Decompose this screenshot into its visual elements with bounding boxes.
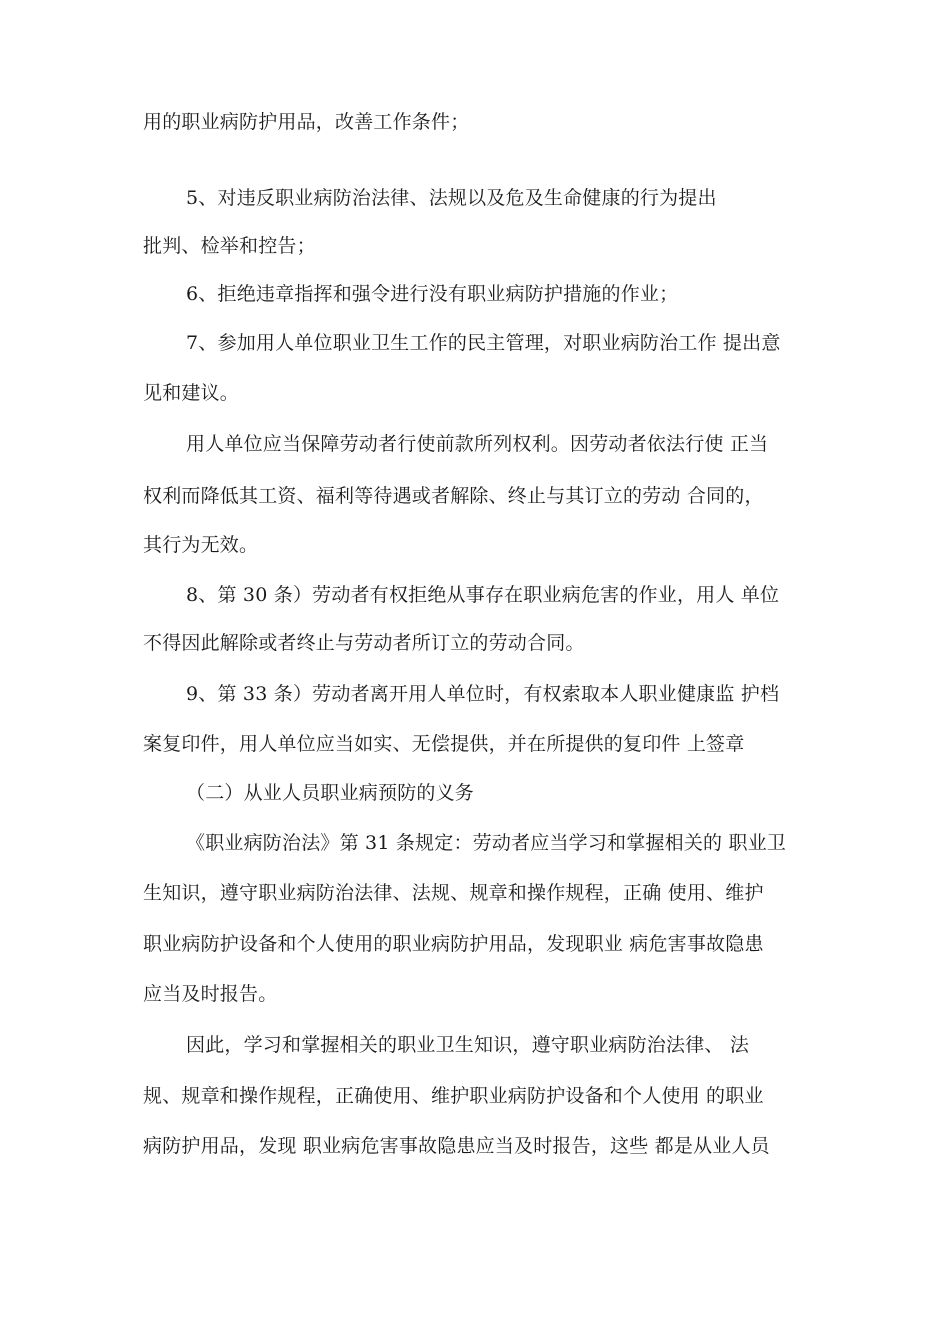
text-line: 案复印件，用人单位应当如实、无偿提供，并在所提供的复印件 上签章 (143, 733, 745, 755)
text-line: 应当及时报告。 (143, 983, 278, 1005)
text-line: 规、规章和操作规程，正确使用、维护职业病防护设备和个人使用 的职业 (143, 1085, 764, 1107)
text-line: 其行为无效。 (143, 534, 259, 556)
text-line: 职业病防护设备和个人使用的职业病防护用品，发现职业 病危害事故隐患 (143, 933, 764, 955)
text-line: 8、第 30 条）劳动者有权拒绝从事存在职业病危害的作业，用人 单位 (186, 584, 780, 606)
text-line: 病防护用品，发现 职业病危害事故隐患应当及时报告，这些 都是从业人员 (143, 1135, 770, 1157)
text-line: 批判、检举和控告； (143, 235, 316, 257)
text-line: 7、参加用人单位职业卫生工作的民主管理，对职业病防治工作 提出意 (186, 332, 781, 354)
text-line: 9、第 33 条）劳动者离开用人单位时，有权索取本人职业健康监 护档 (186, 683, 780, 705)
text-line: 因此，学习和掌握相关的职业卫生知识，遵守职业病防治法律、 法 (186, 1034, 750, 1056)
text-line: 不得因此解除或者终止与劳动者所订立的劳动合同。 (143, 632, 585, 654)
text-line: 生知识，遵守职业病防治法律、法规、规章和操作规程，正确 使用、维护 (143, 882, 764, 904)
text-line: 用的职业病防护用品，改善工作条件； (143, 111, 470, 133)
section-heading: （二）从业人员职业病预防的义务 (186, 782, 475, 804)
text-line: 用人单位应当保障劳动者行使前款所列权利。因劳动者依法行使 正当 (186, 433, 769, 455)
text-line: 《职业病防治法》第 31 条规定：劳动者应当学习和掌握相关的 职业卫 (186, 832, 787, 854)
text-line: 权利而降低其工资、福利等待遇或者解除、终止与其订立的劳动 合同的， (143, 485, 764, 507)
text-line: 见和建议。 (143, 382, 240, 404)
text-line: 5、对违反职业病防治法律、法规以及危及生命健康的行为提出 (186, 187, 717, 209)
text-line: 6、拒绝违章指挥和强令进行没有职业病防护措施的作业； (186, 283, 679, 305)
